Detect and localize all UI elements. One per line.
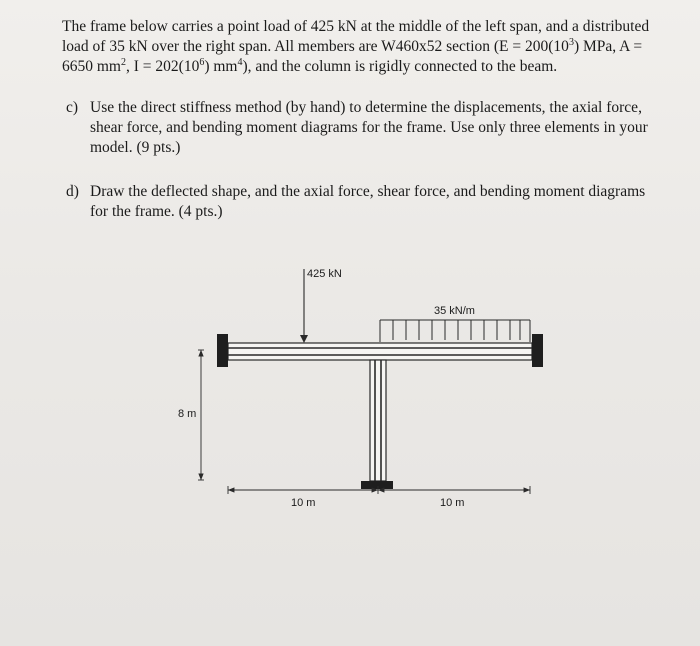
right-span-label: 10 m [440, 497, 465, 509]
left-span-label: 10 m [291, 497, 316, 509]
distributed-load [380, 320, 530, 342]
column [370, 360, 386, 481]
point-load-label: 425 kN [307, 268, 342, 280]
question-c-label: c) [66, 99, 79, 116]
question-d-label: d) [66, 183, 79, 200]
question-d-text: Draw the deflected shape, and the axial force, shear force, and bending moment diagrams for the frame. (4 pts.) [90, 183, 646, 220]
point-load-arrow [300, 269, 308, 343]
question-c-text: Use the direct stiffness method (by hand) to determine the displacements, the axial force, shear force, and bending moment diagrams for the frame. Use only three elements in your model. (9 pts.) [90, 99, 648, 156]
column-height-dimension [198, 350, 204, 480]
column-height-label: 8 m [178, 408, 197, 420]
left-end-support [217, 334, 228, 367]
problem-statement: The frame below carries a point load of 425 kN at the middle of the left span, and a distributed load of 35 kN over the right span. All members are W460x52 section ($E = 200(10^3)$ MPa, A = 6650 $mm^2$, $I = 202(10^6)$ $mm^4$), and the column is rigidly connected to the beam. [62, 18, 650, 75]
beam [228, 343, 532, 360]
distributed-load-label: 35 kN/m [434, 305, 475, 317]
fixed-base-support [361, 481, 393, 489]
right-end-support [532, 334, 543, 367]
